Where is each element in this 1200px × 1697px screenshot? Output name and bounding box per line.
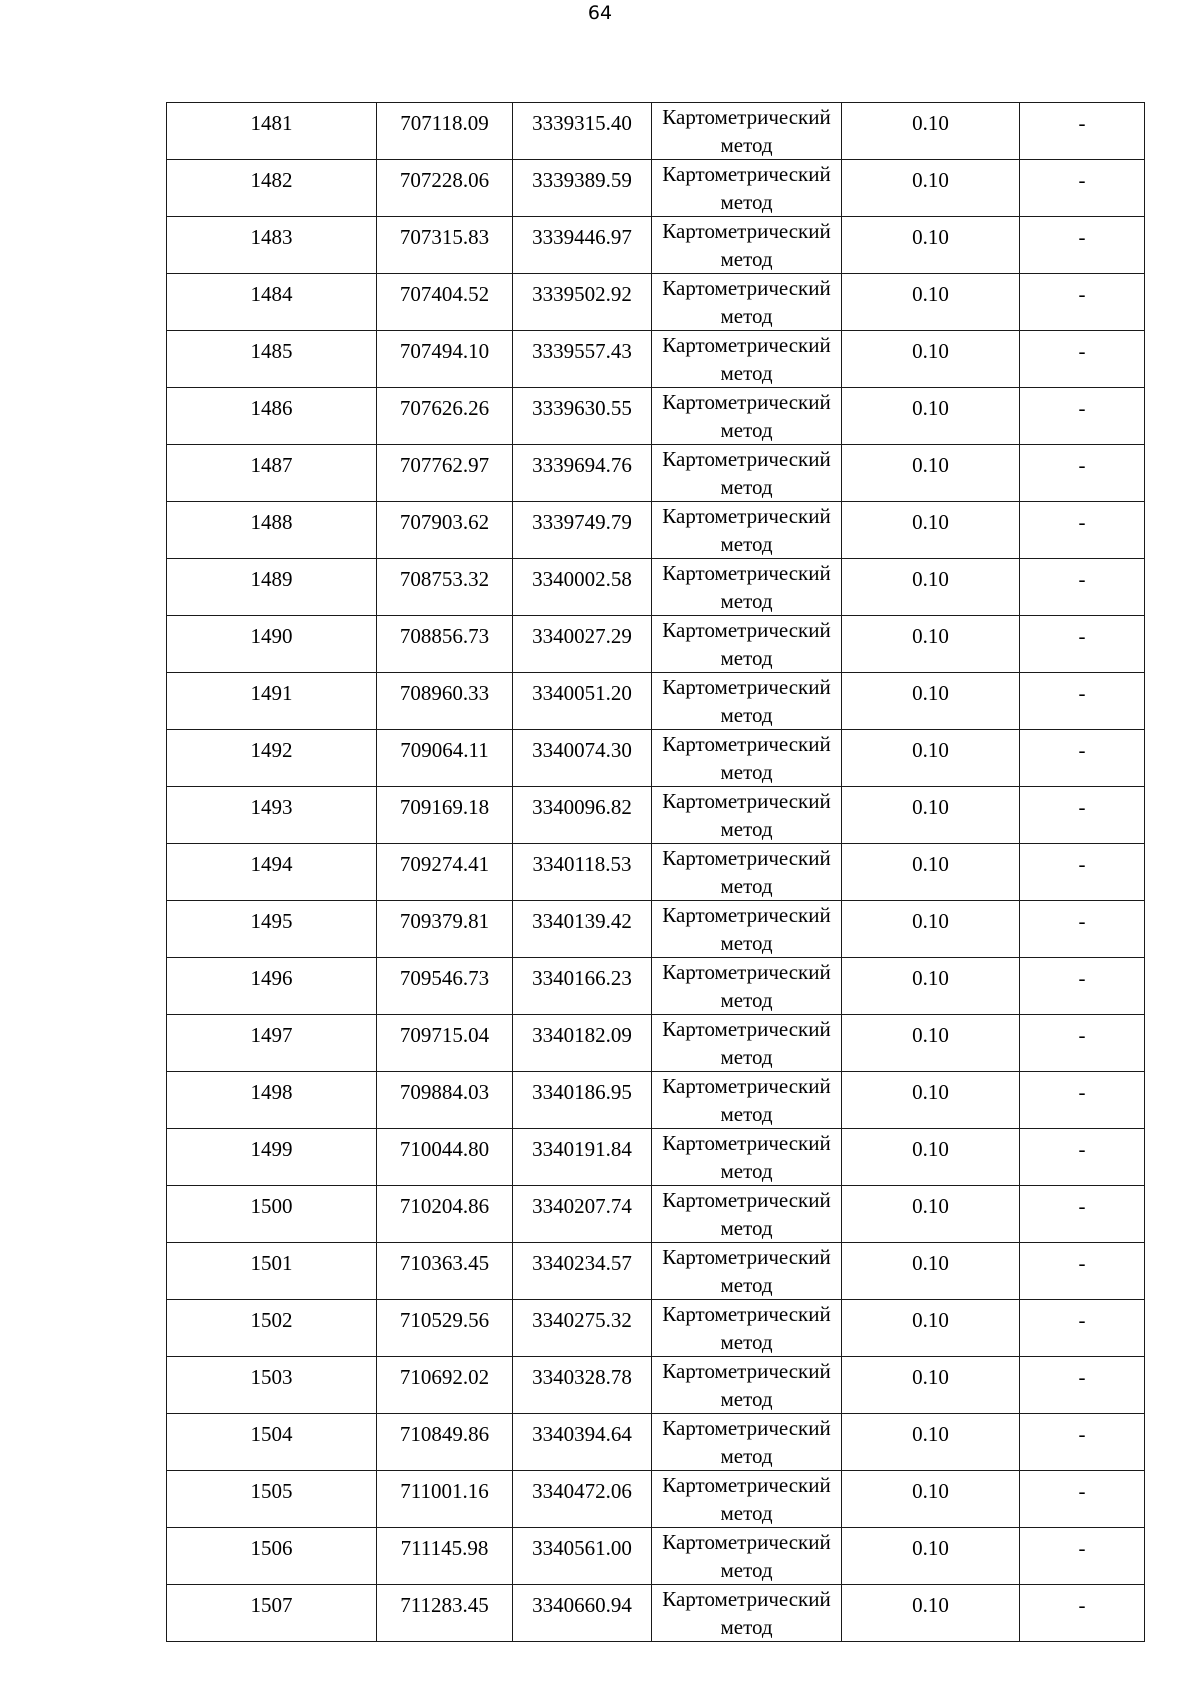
- point-number-cell: 1506: [167, 1528, 377, 1585]
- accuracy-cell: 0.10: [842, 1585, 1020, 1642]
- x-coordinate-cell: 707494.10: [377, 331, 513, 388]
- x-coordinate-cell: 707315.83: [377, 217, 513, 274]
- y-coordinate-cell: 3339502.92: [513, 274, 652, 331]
- method-cell: [652, 103, 842, 160]
- point-number-cell: 1493: [167, 787, 377, 844]
- accuracy-cell: 0.10: [842, 1243, 1020, 1300]
- x-coordinate-cell: 710044.80: [377, 1129, 513, 1186]
- x-coordinate-cell: 710849.86: [377, 1414, 513, 1471]
- method-line-2: метод: [720, 1045, 773, 1069]
- method-line-2: метод: [720, 1159, 773, 1183]
- method-cell: [652, 1528, 842, 1585]
- point-number-cell: 1499: [167, 1129, 377, 1186]
- table-row: [167, 331, 1145, 388]
- method-line-1: Картометрический: [662, 504, 831, 528]
- method-line-2: метод: [720, 1387, 773, 1411]
- method-cell: [652, 1015, 842, 1072]
- method-cell: [652, 331, 842, 388]
- accuracy-cell: 0.10: [842, 730, 1020, 787]
- y-coordinate-cell: 3339389.59: [513, 160, 652, 217]
- accuracy-cell: 0.10: [842, 1129, 1020, 1186]
- table-row: [167, 103, 1145, 160]
- method-cell: [652, 1471, 842, 1528]
- x-coordinate-cell: 708753.32: [377, 559, 513, 616]
- method-cell: [652, 1300, 842, 1357]
- note-cell: -: [1020, 787, 1145, 844]
- coordinates-table: [166, 102, 1145, 1642]
- accuracy-cell: 0.10: [842, 958, 1020, 1015]
- note-cell: -: [1020, 445, 1145, 502]
- note-cell: -: [1020, 103, 1145, 160]
- accuracy-cell: 0.10: [842, 217, 1020, 274]
- table-row: [167, 502, 1145, 559]
- y-coordinate-cell: 3340660.94: [513, 1585, 652, 1642]
- x-coordinate-cell: 711145.98: [377, 1528, 513, 1585]
- note-cell: -: [1020, 958, 1145, 1015]
- x-coordinate-cell: 710363.45: [377, 1243, 513, 1300]
- accuracy-cell: 0.10: [842, 787, 1020, 844]
- method-line-1: Картометрический: [662, 732, 831, 756]
- method-line-1: Картометрический: [662, 333, 831, 357]
- note-cell: -: [1020, 331, 1145, 388]
- table-row: [167, 958, 1145, 1015]
- method-cell: [652, 787, 842, 844]
- x-coordinate-cell: 707762.97: [377, 445, 513, 502]
- accuracy-cell: 0.10: [842, 1300, 1020, 1357]
- method-line-2: метод: [720, 247, 773, 271]
- method-line-1: Картометрический: [662, 276, 831, 300]
- x-coordinate-cell: 711283.45: [377, 1585, 513, 1642]
- method-line-1: Картометрический: [662, 903, 831, 927]
- x-coordinate-cell: 708856.73: [377, 616, 513, 673]
- point-number-cell: 1500: [167, 1186, 377, 1243]
- x-coordinate-cell: 710529.56: [377, 1300, 513, 1357]
- table-row: [167, 616, 1145, 673]
- table-row: [167, 217, 1145, 274]
- y-coordinate-cell: 3339694.76: [513, 445, 652, 502]
- method-line-1: Картометрический: [662, 219, 831, 243]
- x-coordinate-cell: 708960.33: [377, 673, 513, 730]
- accuracy-cell: 0.10: [842, 160, 1020, 217]
- x-coordinate-cell: 710692.02: [377, 1357, 513, 1414]
- x-coordinate-cell: 709379.81: [377, 901, 513, 958]
- method-line-2: метод: [720, 133, 773, 157]
- x-coordinate-cell: 709884.03: [377, 1072, 513, 1129]
- point-number-cell: 1483: [167, 217, 377, 274]
- method-line-1: Картометрический: [662, 105, 831, 129]
- method-cell: [652, 502, 842, 559]
- y-coordinate-cell: 3340166.23: [513, 958, 652, 1015]
- accuracy-cell: 0.10: [842, 1186, 1020, 1243]
- method-line-1: Картометрический: [662, 1416, 831, 1440]
- table-body: [167, 103, 1145, 1642]
- method-line-2: метод: [720, 1558, 773, 1582]
- note-cell: -: [1020, 502, 1145, 559]
- note-cell: -: [1020, 388, 1145, 445]
- note-cell: -: [1020, 217, 1145, 274]
- point-number-cell: 1482: [167, 160, 377, 217]
- method-cell: [652, 1186, 842, 1243]
- method-line-1: Картометрический: [662, 162, 831, 186]
- note-cell: -: [1020, 730, 1145, 787]
- method-cell: [652, 730, 842, 787]
- accuracy-cell: 0.10: [842, 1528, 1020, 1585]
- method-cell: [652, 673, 842, 730]
- accuracy-cell: 0.10: [842, 1015, 1020, 1072]
- y-coordinate-cell: 3339315.40: [513, 103, 652, 160]
- table-row: [167, 1300, 1145, 1357]
- method-line-1: Картометрический: [662, 675, 831, 699]
- method-line-1: Картометрический: [662, 1074, 831, 1098]
- method-line-2: метод: [720, 1330, 773, 1354]
- method-line-1: Картометрический: [662, 390, 831, 414]
- method-line-1: Картометрический: [662, 789, 831, 813]
- method-cell: [652, 844, 842, 901]
- table-row: [167, 730, 1145, 787]
- y-coordinate-cell: 3339630.55: [513, 388, 652, 445]
- accuracy-cell: 0.10: [842, 616, 1020, 673]
- table-row: [167, 445, 1145, 502]
- table-row: [167, 1471, 1145, 1528]
- method-cell: [652, 217, 842, 274]
- method-cell: [652, 616, 842, 673]
- x-coordinate-cell: 709274.41: [377, 844, 513, 901]
- table-row: [167, 559, 1145, 616]
- table-row: [167, 901, 1145, 958]
- note-cell: -: [1020, 1129, 1145, 1186]
- accuracy-cell: 0.10: [842, 331, 1020, 388]
- method-cell: [652, 1072, 842, 1129]
- point-number-cell: 1502: [167, 1300, 377, 1357]
- accuracy-cell: 0.10: [842, 274, 1020, 331]
- note-cell: -: [1020, 673, 1145, 730]
- note-cell: -: [1020, 559, 1145, 616]
- point-number-cell: 1491: [167, 673, 377, 730]
- table-row: [167, 1357, 1145, 1414]
- note-cell: -: [1020, 1015, 1145, 1072]
- y-coordinate-cell: 3340096.82: [513, 787, 652, 844]
- note-cell: -: [1020, 844, 1145, 901]
- method-line-2: метод: [720, 361, 773, 385]
- table-row: [167, 1528, 1145, 1585]
- x-coordinate-cell: 711001.16: [377, 1471, 513, 1528]
- table-row: [167, 1072, 1145, 1129]
- table-row: [167, 1186, 1145, 1243]
- table-row: [167, 1585, 1145, 1642]
- method-line-2: метод: [720, 874, 773, 898]
- y-coordinate-cell: 3340207.74: [513, 1186, 652, 1243]
- page-number: 64: [587, 2, 613, 24]
- method-line-2: метод: [720, 760, 773, 784]
- method-cell: [652, 1243, 842, 1300]
- y-coordinate-cell: 3340182.09: [513, 1015, 652, 1072]
- y-coordinate-cell: 3340191.84: [513, 1129, 652, 1186]
- x-coordinate-cell: 707404.52: [377, 274, 513, 331]
- method-cell: [652, 1414, 842, 1471]
- method-line-1: Картометрический: [662, 1245, 831, 1269]
- method-line-1: Картометрический: [662, 1359, 831, 1383]
- method-line-2: метод: [720, 304, 773, 328]
- method-cell: [652, 1357, 842, 1414]
- y-coordinate-cell: 3340394.64: [513, 1414, 652, 1471]
- accuracy-cell: 0.10: [842, 1357, 1020, 1414]
- note-cell: -: [1020, 1243, 1145, 1300]
- point-number-cell: 1505: [167, 1471, 377, 1528]
- method-line-2: метод: [720, 418, 773, 442]
- method-line-1: Картометрический: [662, 1131, 831, 1155]
- note-cell: -: [1020, 1528, 1145, 1585]
- method-line-2: метод: [720, 532, 773, 556]
- method-line-2: метод: [720, 1216, 773, 1240]
- note-cell: -: [1020, 616, 1145, 673]
- table-row: [167, 1414, 1145, 1471]
- table-row: [167, 388, 1145, 445]
- accuracy-cell: 0.10: [842, 388, 1020, 445]
- y-coordinate-cell: 3340234.57: [513, 1243, 652, 1300]
- x-coordinate-cell: 707118.09: [377, 103, 513, 160]
- y-coordinate-cell: 3340002.58: [513, 559, 652, 616]
- note-cell: -: [1020, 1300, 1145, 1357]
- x-coordinate-cell: 707626.26: [377, 388, 513, 445]
- y-coordinate-cell: 3340027.29: [513, 616, 652, 673]
- note-cell: -: [1020, 1585, 1145, 1642]
- point-number-cell: 1503: [167, 1357, 377, 1414]
- method-cell: [652, 160, 842, 217]
- x-coordinate-cell: 709546.73: [377, 958, 513, 1015]
- method-cell: [652, 274, 842, 331]
- accuracy-cell: 0.10: [842, 901, 1020, 958]
- method-line-2: метод: [720, 589, 773, 613]
- method-line-1: Картометрический: [662, 447, 831, 471]
- y-coordinate-cell: 3340328.78: [513, 1357, 652, 1414]
- x-coordinate-cell: 707228.06: [377, 160, 513, 217]
- point-number-cell: 1487: [167, 445, 377, 502]
- note-cell: -: [1020, 1072, 1145, 1129]
- x-coordinate-cell: 709169.18: [377, 787, 513, 844]
- point-number-cell: 1496: [167, 958, 377, 1015]
- point-number-cell: 1495: [167, 901, 377, 958]
- method-line-2: метод: [720, 988, 773, 1012]
- point-number-cell: 1489: [167, 559, 377, 616]
- accuracy-cell: 0.10: [842, 445, 1020, 502]
- point-number-cell: 1481: [167, 103, 377, 160]
- method-cell: [652, 559, 842, 616]
- accuracy-cell: 0.10: [842, 1414, 1020, 1471]
- method-line-1: Картометрический: [662, 960, 831, 984]
- table-row: [167, 1015, 1145, 1072]
- y-coordinate-cell: 3339557.43: [513, 331, 652, 388]
- point-number-cell: 1497: [167, 1015, 377, 1072]
- method-line-2: метод: [720, 931, 773, 955]
- point-number-cell: 1501: [167, 1243, 377, 1300]
- y-coordinate-cell: 3339446.97: [513, 217, 652, 274]
- method-line-2: метод: [720, 1615, 773, 1639]
- accuracy-cell: 0.10: [842, 673, 1020, 730]
- note-cell: -: [1020, 160, 1145, 217]
- point-number-cell: 1485: [167, 331, 377, 388]
- method-line-1: Картометрический: [662, 1188, 831, 1212]
- point-number-cell: 1486: [167, 388, 377, 445]
- table-row: [167, 673, 1145, 730]
- table-row: [167, 787, 1145, 844]
- method-line-2: метод: [720, 1273, 773, 1297]
- method-line-2: метод: [720, 703, 773, 727]
- x-coordinate-cell: 709715.04: [377, 1015, 513, 1072]
- method-line-1: Картометрический: [662, 1302, 831, 1326]
- table-row: [167, 844, 1145, 901]
- method-line-1: Картометрический: [662, 846, 831, 870]
- x-coordinate-cell: 710204.86: [377, 1186, 513, 1243]
- table-row: [167, 274, 1145, 331]
- accuracy-cell: 0.10: [842, 559, 1020, 616]
- method-line-1: Картометрический: [662, 561, 831, 585]
- point-number-cell: 1484: [167, 274, 377, 331]
- point-number-cell: 1488: [167, 502, 377, 559]
- method-line-2: метод: [720, 190, 773, 214]
- method-line-1: Картометрический: [662, 618, 831, 642]
- method-line-1: Картометрический: [662, 1587, 831, 1611]
- y-coordinate-cell: 3340139.42: [513, 901, 652, 958]
- method-line-2: метод: [720, 475, 773, 499]
- y-coordinate-cell: 3339749.79: [513, 502, 652, 559]
- method-line-2: метод: [720, 646, 773, 670]
- accuracy-cell: 0.10: [842, 103, 1020, 160]
- y-coordinate-cell: 3340275.32: [513, 1300, 652, 1357]
- note-cell: -: [1020, 1186, 1145, 1243]
- method-line-1: Картометрический: [662, 1473, 831, 1497]
- method-cell: [652, 1585, 842, 1642]
- method-cell: [652, 445, 842, 502]
- method-cell: [652, 1129, 842, 1186]
- point-number-cell: 1498: [167, 1072, 377, 1129]
- accuracy-cell: 0.10: [842, 1072, 1020, 1129]
- method-line-1: Картометрический: [662, 1017, 831, 1041]
- method-line-2: метод: [720, 1444, 773, 1468]
- y-coordinate-cell: 3340074.30: [513, 730, 652, 787]
- method-line-2: метод: [720, 817, 773, 841]
- method-line-2: метод: [720, 1102, 773, 1126]
- point-number-cell: 1490: [167, 616, 377, 673]
- y-coordinate-cell: 3340051.20: [513, 673, 652, 730]
- method-cell: [652, 388, 842, 445]
- point-number-cell: 1492: [167, 730, 377, 787]
- method-cell: [652, 958, 842, 1015]
- method-line-2: метод: [720, 1501, 773, 1525]
- y-coordinate-cell: 3340561.00: [513, 1528, 652, 1585]
- accuracy-cell: 0.10: [842, 844, 1020, 901]
- table-row: [167, 1129, 1145, 1186]
- point-number-cell: 1504: [167, 1414, 377, 1471]
- method-cell: [652, 901, 842, 958]
- note-cell: -: [1020, 901, 1145, 958]
- note-cell: -: [1020, 274, 1145, 331]
- x-coordinate-cell: 707903.62: [377, 502, 513, 559]
- accuracy-cell: 0.10: [842, 502, 1020, 559]
- note-cell: -: [1020, 1471, 1145, 1528]
- table-row: [167, 1243, 1145, 1300]
- table-row: [167, 160, 1145, 217]
- y-coordinate-cell: 3340118.53: [513, 844, 652, 901]
- method-line-1: Картометрический: [662, 1530, 831, 1554]
- point-number-cell: 1507: [167, 1585, 377, 1642]
- accuracy-cell: 0.10: [842, 1471, 1020, 1528]
- note-cell: -: [1020, 1357, 1145, 1414]
- x-coordinate-cell: 709064.11: [377, 730, 513, 787]
- y-coordinate-cell: 3340472.06: [513, 1471, 652, 1528]
- y-coordinate-cell: 3340186.95: [513, 1072, 652, 1129]
- note-cell: -: [1020, 1414, 1145, 1471]
- point-number-cell: 1494: [167, 844, 377, 901]
